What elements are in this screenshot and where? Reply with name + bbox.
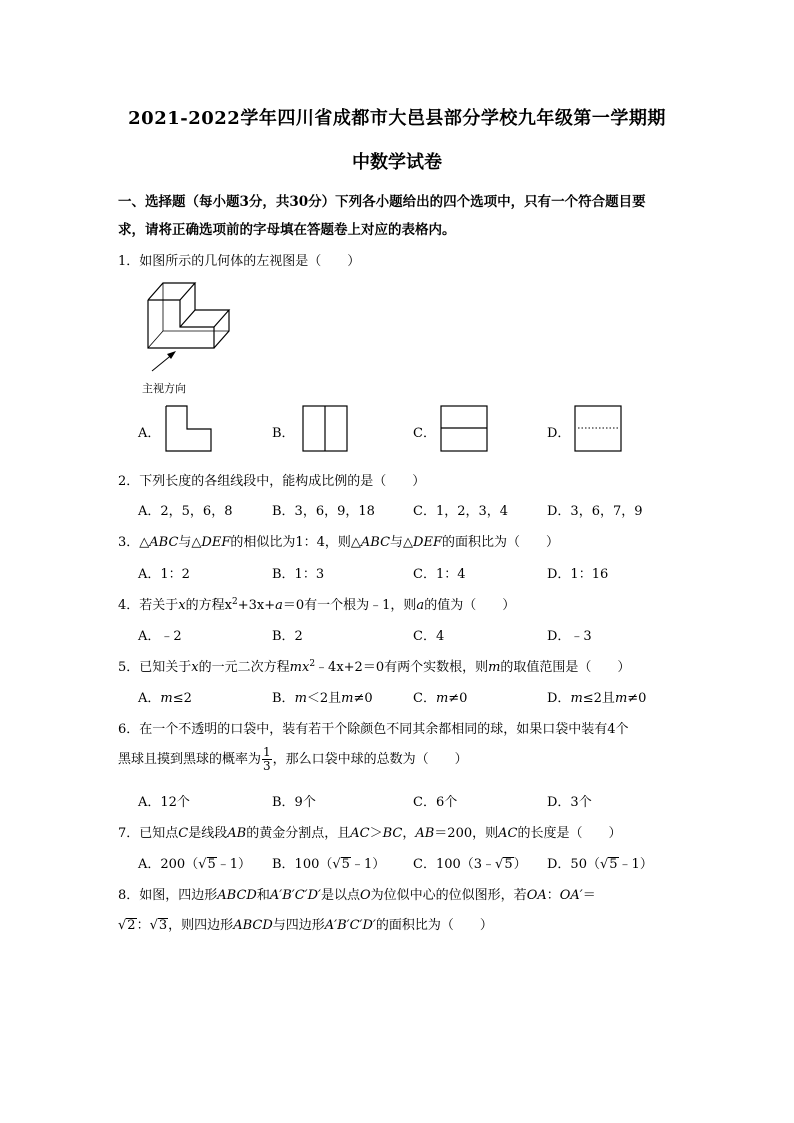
q7-option-d — [547, 853, 653, 872]
q4-var-x: x — [178, 598, 186, 613]
q4-var-a: a — [416, 598, 425, 613]
q5-opt-text: ≠0 — [353, 691, 373, 706]
q3-text: 与△ — [178, 535, 202, 550]
q4-eq: x — [224, 598, 232, 613]
q1-option-d-label: D． — [547, 426, 571, 441]
q7-var: AC — [350, 826, 370, 841]
q7-opt-text: B．100（ — [272, 857, 333, 872]
q7-text: 7．已知点 — [118, 826, 179, 841]
q5-text: ﹣4x+2＝0有两个实数根，则 — [315, 660, 489, 675]
q3-option-b: B．1：3 — [272, 567, 325, 582]
sqrt-sign: √ — [495, 857, 504, 872]
q3-abc: ABC — [360, 535, 391, 550]
q5-var-m: m — [488, 660, 501, 675]
sqrt-sign: √ — [599, 857, 609, 872]
question-6-line2 — [118, 746, 468, 773]
q5-option-a — [138, 687, 192, 706]
question-7-stem — [118, 822, 621, 841]
q5-sup: 2 — [309, 659, 316, 669]
q5-opt-text: ＜2且 — [306, 691, 342, 706]
q7-var: C — [178, 826, 189, 841]
q3-option-a: A．1：2 — [138, 567, 190, 582]
q3-text: 的面积比为（ ） — [441, 535, 559, 550]
q4-eq: ＝0有一个根为﹣1，则 — [282, 598, 417, 613]
q8-text: 和 — [256, 888, 270, 903]
q4-text: 的方程 — [185, 598, 225, 613]
q8-text: 为位似中心的位似图形，若 — [370, 888, 527, 903]
q8-var: OA — [526, 888, 547, 903]
q7-text: ， — [402, 826, 416, 841]
q7-opt-text: ﹣1） — [216, 857, 252, 872]
q8-text: ： — [136, 918, 150, 933]
q1-option-b-figure — [302, 405, 350, 453]
question-1-stem: 1．如图所示的几何体的左视图是（ ） — [118, 254, 361, 269]
q5-opt-text: ≤2且 — [582, 691, 615, 706]
q5-opt-text: B． — [272, 691, 295, 706]
q5-text: 的一元二次方程 — [198, 660, 290, 675]
q8-var: A′B′C′D′ — [269, 888, 321, 903]
q5-opt-text: A． — [138, 691, 161, 706]
sqrt-sign: √ — [118, 918, 127, 933]
q2-option-b: B．3，6，9，18 — [272, 504, 375, 519]
q5-opt-text: ≤2 — [172, 691, 192, 706]
q7-opt-text: D．50（ — [547, 857, 600, 872]
section-heading-line2: 求，请将正确选项前的字母填在答题卷上对应的表格内。 — [118, 222, 456, 238]
q8-var: A′B′C′D′ — [324, 918, 376, 933]
q6-text: ，那么口袋中球的总数为（ ） — [272, 752, 468, 767]
q5-option-d — [547, 687, 646, 706]
q8-var: ABCD — [217, 888, 257, 903]
q8-text: 与四边形 — [272, 918, 325, 933]
q7-opt-text: ﹣1） — [350, 857, 386, 872]
q7-text: 的黄金分割点，且 — [246, 826, 351, 841]
q5-eq: mx — [289, 660, 310, 675]
q7-radicand: 5 — [609, 857, 618, 872]
q6-text: 黑球且摸到黑球的概率为 — [118, 752, 262, 767]
q2-option-d: D．3，6，7，9 — [547, 504, 643, 519]
question-5-stem — [118, 656, 630, 675]
q7-var: BC — [382, 826, 403, 841]
question-4-stem — [118, 594, 515, 613]
q6-fraction — [262, 746, 272, 773]
q1-option-d-figure — [574, 405, 624, 453]
q4-option-b: B．2 — [272, 629, 303, 644]
q7-var: AC — [498, 826, 518, 841]
q3-text: 3．△ — [118, 535, 150, 550]
q7-option-a — [138, 853, 251, 872]
q3-def: DEF — [201, 535, 231, 550]
q6-option-c: C．6个 — [413, 795, 458, 810]
q4-option-c: C．4 — [413, 629, 445, 644]
question-8-line2 — [118, 914, 493, 933]
q6-option-a: A．12个 — [138, 795, 190, 810]
q3-abc: ABC — [149, 535, 179, 550]
q6-frac-num: 1 — [263, 745, 271, 759]
q5-opt-text: C． — [413, 691, 436, 706]
q6-frac-den: 3 — [263, 759, 271, 773]
q8-var: ABCD — [233, 918, 273, 933]
q5-var-m: m — [160, 691, 173, 706]
q7-opt-text: ） — [513, 857, 527, 872]
q3-option-c: C．1：4 — [413, 567, 466, 582]
q3-def: DEF — [413, 535, 442, 550]
q8-text: 的面积比为（ ） — [375, 918, 493, 933]
q8-var: OA′ — [559, 888, 583, 903]
q7-radicand: 5 — [207, 857, 216, 872]
exam-title-line2: 中数学试卷 — [352, 152, 442, 173]
q8-text: 8．如图，四边形 — [118, 888, 218, 903]
question-2-stem: 2．下列长度的各组线段中，能构成比例的是（ ） — [118, 474, 426, 489]
sqrt-sign: √ — [149, 918, 158, 933]
q3-option-d: D．1：16 — [547, 567, 609, 582]
q6-option-b: B．9个 — [272, 795, 316, 810]
q1-option-c-figure — [440, 405, 490, 453]
q1-option-b-label: B． — [272, 426, 295, 441]
q7-option-b — [272, 853, 385, 872]
q4-var-a: a — [275, 598, 283, 613]
q5-var-m: m — [570, 691, 583, 706]
q1-option-a-label: A． — [138, 426, 161, 441]
q4-text: 的值为（ ） — [424, 598, 516, 613]
q5-opt-text: ≠0 — [627, 691, 647, 706]
q8-var: O — [360, 888, 371, 903]
question-6-line1: 6．在一个不透明的口袋中，装有若干个除颜色不同其余都相同的球，如果口袋中装有4个 — [118, 722, 629, 737]
q5-var-m: m — [341, 691, 354, 706]
sqrt-sign: √ — [332, 857, 341, 872]
q5-opt-text: ≠0 — [448, 691, 468, 706]
q1-view-direction-label: 主视方向 — [142, 382, 186, 395]
q5-var-m: m — [294, 691, 307, 706]
q7-text: ＝200，则 — [434, 826, 499, 841]
q8-radicand: 2 — [127, 918, 136, 933]
q7-text: 是线段 — [188, 826, 228, 841]
q7-opt-text: ﹣1） — [618, 857, 653, 872]
q4-text: 4．若关于 — [118, 598, 179, 613]
q2-option-a: A．2，5，6，8 — [138, 504, 233, 519]
q5-option-b — [272, 687, 373, 706]
q1-option-a-figure — [165, 405, 213, 453]
q5-text: 的取值范围是（ ） — [500, 660, 631, 675]
q7-text: ＞ — [369, 826, 383, 841]
q7-opt-text: A．200（ — [138, 857, 199, 872]
section-heading-line1: 一、选择题（每小题3分，共30分）下列各小题给出的四个选项中，只有一个符合题目要 — [118, 194, 646, 210]
q5-var-x: x — [191, 660, 199, 675]
q8-text: 是以点 — [320, 888, 360, 903]
q5-opt-text: D． — [547, 691, 571, 706]
q8-text: ，则四边形 — [168, 918, 234, 933]
q7-var: AB — [227, 826, 247, 841]
q5-var-m: m — [435, 691, 449, 706]
q7-var: AB — [415, 826, 435, 841]
q7-radicand: 5 — [504, 857, 513, 872]
exam-title-line1: 2021-2022学年四川省成都市大邑县部分学校九年级第一学期期 — [128, 108, 666, 129]
q2-option-c: C．1，2，3，4 — [413, 504, 509, 519]
q7-text: 的长度是（ ） — [517, 826, 622, 841]
q4-option-a: A．﹣2 — [138, 629, 182, 644]
q4-sup: 2 — [231, 597, 238, 607]
q4-eq: +3x+ — [237, 598, 276, 613]
sqrt-sign: √ — [198, 857, 207, 872]
q3-text: 的相似比为1：4，则△ — [230, 535, 361, 550]
q7-opt-text: C．100（3﹣ — [413, 857, 496, 872]
q5-option-c — [413, 687, 467, 706]
q7-option-c — [413, 853, 527, 872]
q1-option-c-label: C． — [413, 426, 436, 441]
q5-var-m: m — [614, 691, 628, 706]
q8-radicand: 3 — [158, 918, 168, 933]
q3-text: 与△ — [390, 535, 414, 550]
question-8-line1 — [118, 884, 596, 903]
q4-option-d: D．﹣3 — [547, 629, 592, 644]
q5-text: 5．已知关于 — [118, 660, 192, 675]
q6-option-d: D．3个 — [547, 795, 592, 810]
question-3-stem — [118, 531, 559, 550]
q7-radicand: 5 — [341, 857, 350, 872]
q8-text: ： — [546, 888, 560, 903]
q8-text: ＝ — [582, 888, 596, 903]
